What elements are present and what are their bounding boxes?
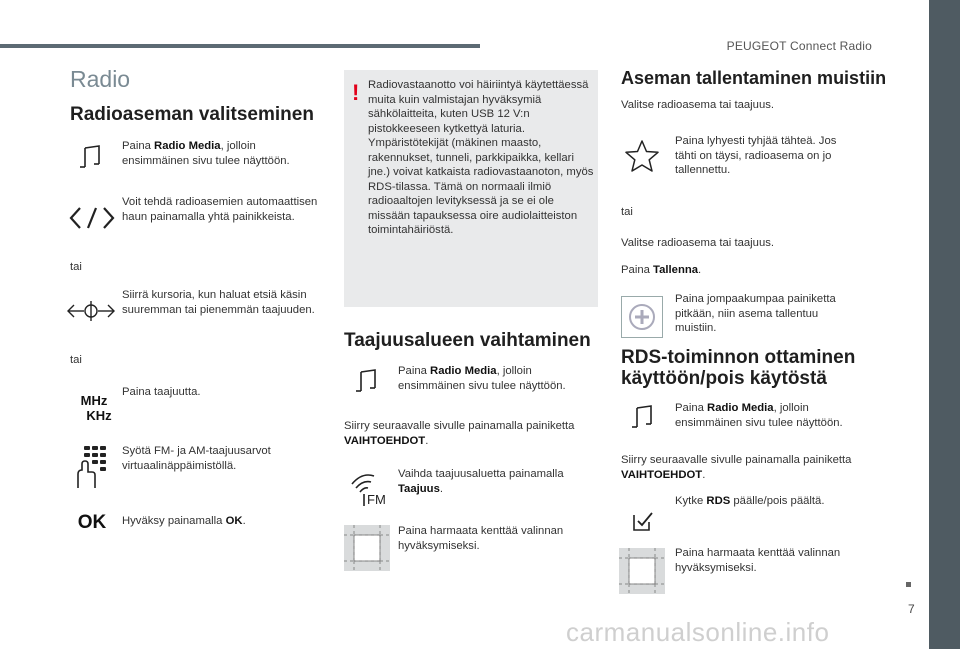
heading-rds: RDS-toiminnon ottaminen käyttöön/pois käytöstä xyxy=(621,347,856,389)
warning-note-text: Radiovastaanotto voi häiriintyä käytettäessä muita kuin valmistajan hyväksymiä sähkölaitteita, kuten USB 12 V:n pistokkeeseen kytkettyä laturia. Ympäristötekijät (mäkinen maasto, rakennukset, tunneli, parkkipaikka, kellari jne.) voivat katkaista radiovastaanoton, myös RDS-tilassa. Tämä on normaali ilmiö radioaaltojen levityksessä ja se ei ole missään tapauksessa oire audiolaitteiston toimintahäiriöstä. xyxy=(368,79,594,236)
text-change-band: Vaihda taajuusaluetta painamalla Taajuus. xyxy=(398,468,564,495)
text-radio-media-2: Paina Radio Media, jolloin ensimmäinen sivu tulee näyttöön. xyxy=(398,365,566,392)
brand-header: PEUGEOT Connect Radio xyxy=(726,39,872,53)
text-options-2: Siirry seuraavalle sivulle painamalla painiketta VAIHTOEHDOT. xyxy=(621,454,852,481)
text-select-station-1: Valitse radioasema tai taajuus. xyxy=(621,99,775,111)
ok-icon xyxy=(74,511,110,535)
text-auto-search: Voit tehdä radioasemien automaattisen haun painamalla yhtä painikkeista. xyxy=(122,196,318,223)
seek-arrows-icon xyxy=(68,204,116,232)
grey-field-icon xyxy=(344,525,390,571)
frequency-cursor-icon xyxy=(66,298,116,324)
warning-note-box xyxy=(344,70,598,307)
page-marker xyxy=(906,582,911,587)
fm-label: FM xyxy=(367,492,386,507)
fm-band-icon xyxy=(348,470,390,508)
heading-band-change: Taajuusalueen vaihtaminen xyxy=(344,330,591,351)
music-note-icon xyxy=(352,366,380,396)
mhz-khz-icon xyxy=(74,390,114,426)
khz-label: KHz xyxy=(86,408,112,423)
keypad-hand-icon xyxy=(74,444,110,490)
text-select-station-2: Valitse radioasema tai taajuus. xyxy=(621,237,775,249)
page-number: 7 xyxy=(908,602,915,616)
heading-station-select: Radioaseman valitseminen xyxy=(70,104,314,125)
text-press-frequency: Paina taajuutta. xyxy=(122,386,201,398)
text-grey-field-1: Paina harmaata kenttää valinnan hyväksymiseksi. xyxy=(398,525,564,552)
text-rds-toggle: Kytke RDS päälle/pois päältä. xyxy=(675,495,825,507)
text-options-1: Siirry seuraavalle sivulle painamalla painiketta VAIHTOEHDOT. xyxy=(344,420,575,447)
text-or-3: tai xyxy=(621,206,633,218)
text-radio-media-1: Paina Radio Media, jolloin ensimmäinen sivu tulee näyttöön. xyxy=(122,140,290,167)
top-rule xyxy=(0,44,480,48)
add-preset-icon xyxy=(621,296,663,338)
text-cursor: Siirrä kursoria, kun haluat etsiä käsin suuremman tai pienemmän taajuuden. xyxy=(122,289,315,316)
grey-field-icon xyxy=(619,548,665,594)
mhz-label: MHz xyxy=(80,393,108,408)
warning-icon: ! xyxy=(352,80,360,105)
text-star: Paina lyhyesti tyhjää tähteä. Jos tähti on täysi, radioasema on jo tallennettu. xyxy=(675,135,837,176)
text-radio-media-3: Paina Radio Media, jolloin ensimmäinen sivu tulee näyttöön. xyxy=(675,402,843,429)
text-or-2: tai xyxy=(70,354,82,366)
watermark: carmanualsonline.info xyxy=(566,617,830,647)
text-virtual-keypad: Syötä FM- ja AM-taajuusarvot virtuaalinäppäimistöllä. xyxy=(122,445,271,472)
text-or-1: tai xyxy=(70,261,82,273)
checkbox-icon xyxy=(631,509,655,533)
page-side-strip xyxy=(929,0,960,649)
text-press-save: Paina Tallenna. xyxy=(621,264,702,276)
section-title: Radio xyxy=(70,66,131,92)
ok-label: OK xyxy=(77,512,107,533)
text-confirm-ok: Hyväksy painamalla OK. xyxy=(122,515,246,527)
text-long-press: Paina jompaakumpaa painiketta pitkään, niin asema tallentuu muistiin. xyxy=(675,293,836,334)
star-icon xyxy=(623,138,661,174)
heading-save-station: Aseman tallentaminen muistiin xyxy=(621,68,887,88)
text-grey-field-2: Paina harmaata kenttää valinnan hyväksymiseksi. xyxy=(675,547,841,574)
music-note-icon xyxy=(76,142,104,172)
music-note-icon xyxy=(628,402,656,432)
